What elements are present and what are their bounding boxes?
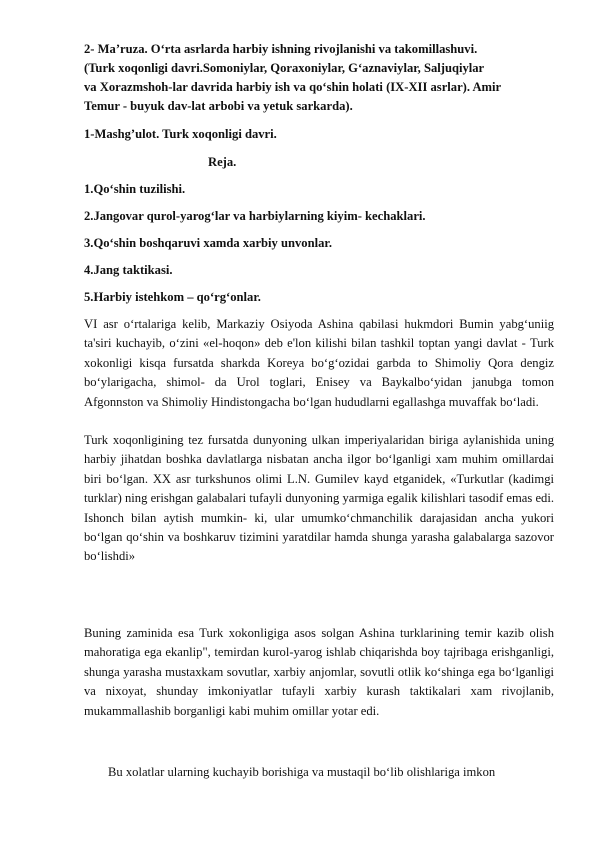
lecture-heading-line-4: Temur - buyuk dav-lat arbobi va yetuk sarkarda). [84, 99, 353, 113]
paragraph-4-first-line: Bu xolatlar ularning kuchayib borishiga va mustaqil bo‘lib olishlariga imkon [108, 765, 496, 779]
paragraph-1: VI asr o‘rtalariga kelib, Markaziy Osiyoda Ashina qabilasi hukmdori Bumin yabg‘uniig ta'siri kuchayib, o‘zini «el-hoqon» deb e'lon kilishi bilan tashkil toptan yangi davlat - Turk xokonligi kisqa fursatda sharkda Koreya bo‘g‘ozidai garbda to Shimoliy Qora dengiz bo‘ylarigacha, shimol- da Urol toglari, Enisey va Baykalbo‘yidan janubga tomon Afgonnston va Shimoliy Hindistongacha bo‘lgan hududlarni egallashga muvaffak bo‘ladi. [84, 317, 554, 409]
lecture-heading-line-1: 2- Ma’ruza. O‘rta asrlarda harbiy ishning rivojlanishi va takomillashuvi. [84, 42, 478, 56]
paragraph-2: Turk xoqonligining tez fursatda dunyoning ulkan imperiyalaridan biriga aylanishida uning harbiy jihatdan boshka davlatlarga nisbatan ancha ilgor bo‘lganligi xam muhim omillardai biri bo‘lgan. XX asr turkshunos olimi L.N. Gumilev kayd etganidek, «Turkutlar (kadimgi turklar) ning erishgan galabalari tufayli dunyoning yarmiga egalik kilishlari tasodif emas edi. Ishonch bilan aytish mumkin- ki, ular umumko‘chmanchilik darajasidan ancha yukori bo‘lgan qo‘shin va boshkaruv tizimini yaratdilar hamda shunga yarasha galabalarga sazovor bo‘lishdi» [84, 433, 554, 564]
lecture-heading-line-2: (Turk xoqonligi davri.Somoniylar, Qoraxoniylar, G‘aznaviylar, Saljuqiylar [84, 61, 485, 75]
session-title: 1-Mashg’ulot. Turk xoqonligi davri. [84, 127, 277, 141]
plan-item-3: 3.Qo‘shin boshqaruvi xamda xarbiy unvonlar. [84, 236, 332, 250]
paragraph-3: Buning zaminida esa Turk xokonligiga asos solgan Ashina turklarining temir kazib olish mahoratiga ega ekanlip", temirdan kurol-yarog ishlab chiqarishda boy tajribaga erishganligi, shunga yarasha mustaxkam sovutlar, xarbiy anjomlar, sovutli otlik ko‘shinga ega bo‘lganligi va nixoyat, shunday imkoniyatlar tufayli xarbiy kurash taktikalari xam rivojlanib, mukammallashib borganligi kabi muhim omillar yotar edi. [84, 626, 554, 718]
plan-item-4: 4.Jang taktikasi. [84, 263, 173, 277]
plan-item-2: 2.Jangovar qurol-yarog‘lar va harbiylarning kiyim- kechaklari. [84, 209, 426, 223]
lecture-heading-line-3: va Xorazmshoh-lar davrida harbiy ish va qo‘shin holati (IX-XII asrlar). Amir [84, 80, 502, 94]
plan-item-1: 1.Qo‘shin tuzilishi. [84, 182, 186, 196]
plan-item-5: 5.Harbiy istehkom – qo‘rg‘onlar. [84, 290, 261, 304]
plan-title: Reja. [208, 155, 237, 169]
